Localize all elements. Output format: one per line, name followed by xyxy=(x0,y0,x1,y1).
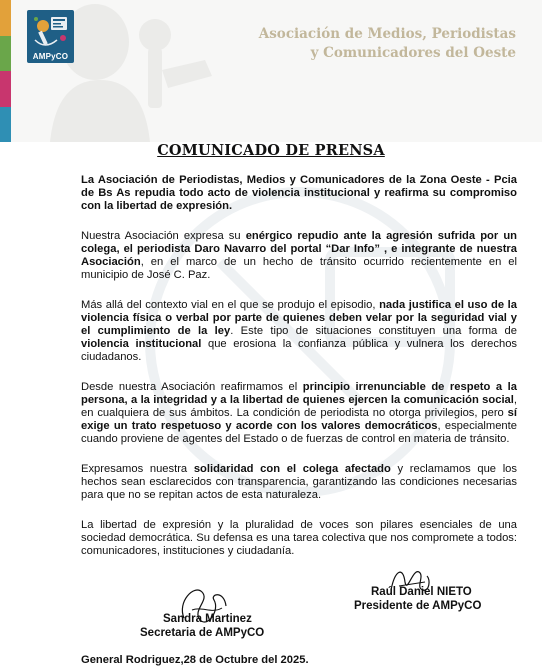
text-run: , especialmente cuando proviene de agentes del Estado o de fuerzas de control en materia de tránsito. xyxy=(81,420,517,445)
bold-text-run: nada justifica el uso de la violencia física o verbal por parte de quienes deben velar por la seguridad vial y el cumplimiento de la ley xyxy=(81,299,517,337)
text-run: Desde nuestra Asociación reafirmamos el xyxy=(81,381,303,393)
bold-text-run: enérgico repudio ante la agresión sufrida por un colega, el periodista Daro Navarro del portal “Dar Info” , e integrante de nuestra Asociación xyxy=(81,230,517,268)
text-run: , en el marco de un hecho de tránsito ocurrido recientemente en el municipio de José C. Paz. xyxy=(81,256,517,281)
paragraph xyxy=(81,381,517,446)
signatory-name: Sandra Martinez xyxy=(163,613,252,625)
text-run: Nuestra Asociación expresa su xyxy=(81,230,246,242)
signatory-name: Raúl Daniel NIETO xyxy=(371,586,472,598)
bold-text-run: La Asociación de Periodistas, Medios y Comunicadores de la Zona Oeste - Pcia de Bs As repudia todo acto de violencia institucional y reafirma su compromiso con la libertad de expresión. xyxy=(81,174,517,212)
bold-text-run: solidaridad con el colega afectado xyxy=(193,463,391,475)
text-run: . Este tipo de situaciones constituyen una forma de xyxy=(230,325,517,337)
stripe-green xyxy=(0,36,11,72)
signature-block-right xyxy=(354,585,481,613)
org-name-line-1: Asociación de Medios, Periodistas xyxy=(258,26,516,42)
paragraph xyxy=(81,299,517,364)
stripe-magenta xyxy=(0,71,11,107)
bold-text-run: sí exige un trato respetuoso y acorde con los valores democráticos xyxy=(81,407,517,432)
bold-text-run: principio irrenunciable de respeto a la persona, a la integridad y a la libertad de quienes ejercen la comunicación social xyxy=(81,381,517,406)
stripe-orange xyxy=(0,0,11,36)
bold-text-run: violencia institucional xyxy=(81,338,202,350)
organization-name xyxy=(259,25,516,63)
text-run: La libertad de expresión y la pluralidad de voces son pilares esenciales de una sociedad democrática. Su defensa es una tarea colectiva que nos compromete a todos: comunicadores, instituciones y ciudadanía. xyxy=(81,519,517,557)
text-run: Más allá del contexto vial en el que se produjo el episodio, xyxy=(81,299,380,311)
paragraph xyxy=(81,174,517,213)
stripe-blue xyxy=(0,107,11,143)
letterhead xyxy=(0,0,542,142)
text-run: , en cualquiera de sus ámbitos. La condición de periodista no otorga privilegios, pero xyxy=(81,394,517,419)
text-run: y reclamamos que los hechos sean esclarecidos con transparencia, garantizando las condiciones necesarias para que no se repitan actos de esta naturaleza. xyxy=(81,463,517,501)
logo-text: AMPyCO xyxy=(32,52,69,61)
ampyco-logo xyxy=(27,10,74,63)
paragraph xyxy=(81,519,517,558)
signature-block-left xyxy=(140,612,264,640)
signatory-role: Presidente de AMPyCO xyxy=(354,600,482,612)
org-name-line-2: y Comunicadores del Oeste xyxy=(310,45,516,61)
document-title: COMUNICADO DE PRENSA xyxy=(157,142,385,159)
paragraph xyxy=(81,230,517,282)
text-run: que erosiona la confianza pública y vulnera los derechos ciudadanos. xyxy=(81,338,518,363)
signatory-role: Secretaria de AMPyCO xyxy=(140,627,265,639)
paragraph xyxy=(81,463,517,502)
document-date: General Rodriguez,28 de Octubre del 2025. xyxy=(81,654,309,666)
color-stripes xyxy=(0,0,11,142)
text-run: Expresamos nuestra xyxy=(81,463,194,475)
press-release-body xyxy=(81,174,517,575)
